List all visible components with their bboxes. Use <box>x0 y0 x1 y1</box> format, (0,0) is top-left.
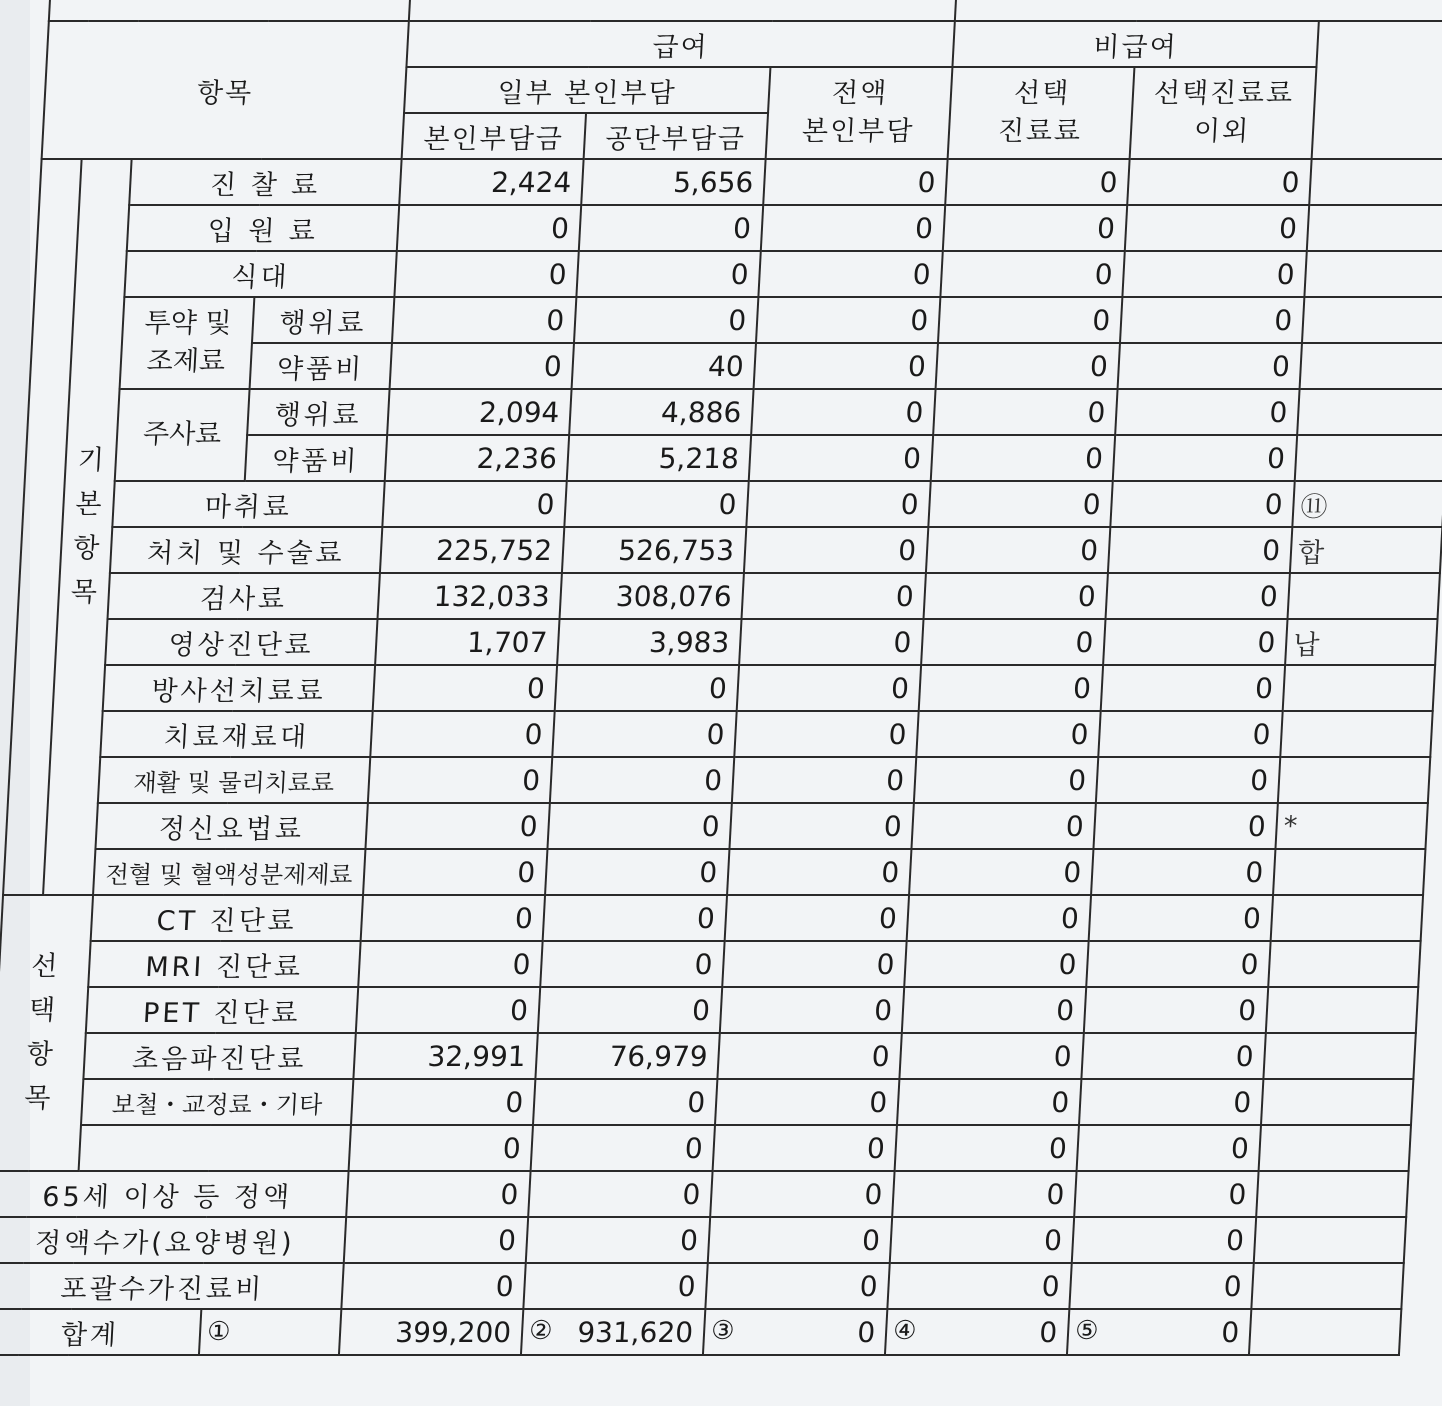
edge-mark: * <box>1275 803 1427 849</box>
row-label: 정액수가(요양병원) <box>0 1217 346 1263</box>
header-non-covered: 비급여 <box>952 21 1318 67</box>
total-row <box>0 1309 1401 1355</box>
row-label: 재활 및 물리치료료 <box>98 757 370 803</box>
row-label: 식대 <box>124 251 396 297</box>
total-selective: ④ 0 <box>885 1309 1069 1355</box>
table-row: 방사선치료료 0 0 0 0 0 <box>13 665 1435 711</box>
header-self-pay: 본인부담금 <box>402 113 586 159</box>
table-row: 약품비 2,236 5,218 0 0 0 <box>25 435 1442 481</box>
table-row: 전혈 및 혈액성분제제료 0 0 0 0 0 <box>3 849 1425 895</box>
header-item: 항목 <box>42 21 409 159</box>
group-basic-items: 기 본 항 목 <box>43 159 132 895</box>
total-full-self: ③ 0 <box>703 1309 887 1355</box>
row-label: PET 진단료 <box>86 987 358 1033</box>
row-label: 포괄수가진료비 <box>0 1263 344 1309</box>
header-insurer-pay: 공단부담금 <box>584 113 768 159</box>
group-medication: 투약 및 조제료 <box>120 297 255 389</box>
table-row: 0 0 0 0 0 <box>0 1125 1411 1171</box>
table-row: 재활 및 물리치료료 0 0 0 0 0 <box>8 757 1430 803</box>
table-row: 처치 및 수술료 225,752 526,753 0 0 0 합 <box>20 527 1442 573</box>
header-selective: 선택 진료료 <box>948 67 1135 159</box>
table-row: 선 택 항 목 CT 진단료 0 0 0 0 0 <box>1 895 1423 941</box>
group-injection: 주사료 <box>115 389 250 481</box>
row-label: 영상진단료 <box>105 619 377 665</box>
row-label: 방사선치료료 <box>103 665 375 711</box>
table-row: 초음파진단료 32,991 76,979 0 0 0 <box>0 1033 1416 1079</box>
table-row: 65세 이상 등 정액 0 0 0 0 0 <box>0 1171 1409 1217</box>
header-partial-self: 일부 본인부담 <box>404 67 770 113</box>
edge-mark: 합 <box>1290 527 1442 573</box>
header-covered: 급여 <box>406 21 954 67</box>
table-row: 약품비 0 40 0 0 0 <box>30 343 1442 389</box>
header-full-self: 전액 본인부담 <box>766 67 953 159</box>
total-insurer-pay: ② 931,620 <box>521 1309 705 1355</box>
table-row: 정액수가(요양병원) 0 0 0 0 0 <box>0 1217 1406 1263</box>
table-row: 식대 0 0 0 0 0 <box>34 251 1442 297</box>
total-mark-1: ① <box>206 1317 232 1347</box>
row-label: 진 찰 료 <box>129 159 401 205</box>
row-label <box>79 1125 351 1171</box>
edge-mark: ⑪ <box>1292 481 1442 527</box>
table-row: PET 진단료 0 0 0 0 0 <box>0 987 1418 1033</box>
total-other-selective: ⑤ 0 <box>1067 1309 1251 1355</box>
table-row: 포괄수가진료비 0 0 0 0 0 <box>0 1263 1404 1309</box>
row-label: 마취료 <box>112 481 384 527</box>
row-label: 약품비 <box>250 343 392 389</box>
row-label: 검사료 <box>108 573 380 619</box>
total-self-pay: 399,200 <box>339 1309 523 1355</box>
table-row: MRI 진단료 0 0 0 0 0 <box>0 941 1421 987</box>
row-label: 정신요법료 <box>95 803 367 849</box>
receipt-sheet <box>23 0 1442 1406</box>
row-label: MRI 진단료 <box>88 941 360 987</box>
row-label: 입 원 료 <box>127 205 399 251</box>
table-row: 주사료 행위료 2,094 4,886 0 0 0 <box>27 389 1442 435</box>
row-label: 처치 및 수술료 <box>110 527 382 573</box>
edge-mark: 납 <box>1285 619 1437 665</box>
table-row: 검사료 132,033 308,076 0 0 0 <box>18 573 1440 619</box>
table-row: 치료재료대 0 0 0 0 0 <box>10 711 1432 757</box>
row-label: 행위료 <box>247 389 389 435</box>
row-label: 행위료 <box>252 297 394 343</box>
table-row: 정신요법료 0 0 0 0 0 * <box>5 803 1427 849</box>
table-row: 마취료 0 0 0 0 0 ⑪ <box>22 481 1442 527</box>
row-label: 전혈 및 혈액성분제제료 <box>93 849 365 895</box>
row-label: 약품비 <box>245 435 387 481</box>
header-other-selective: 선택진료료 이외 <box>1130 67 1317 159</box>
row-label: CT 진단료 <box>91 895 363 941</box>
table-row: 영상진단료 1,707 3,983 0 0 0 납 <box>15 619 1437 665</box>
table-row: 기 본 항 목 진 찰 료 2,424 5,656 0 0 0 <box>39 159 1442 205</box>
row-label: 초음파진단료 <box>83 1033 355 1079</box>
group-optional-items: 선 택 항 목 <box>0 895 93 1171</box>
row-label: 치료재료대 <box>100 711 372 757</box>
row-label: 65세 이상 등 정액 <box>0 1171 349 1217</box>
table-row: 투약 및 조제료 행위료 0 0 0 0 0 <box>32 297 1442 343</box>
row-label: 보철・교정료・기타 <box>81 1079 353 1125</box>
table-row: 입 원 료 0 0 0 0 0 <box>37 205 1442 251</box>
table-row: 보철・교정료・기타 0 0 0 0 0 <box>0 1079 1413 1125</box>
total-label: 합계 <box>0 1309 201 1355</box>
